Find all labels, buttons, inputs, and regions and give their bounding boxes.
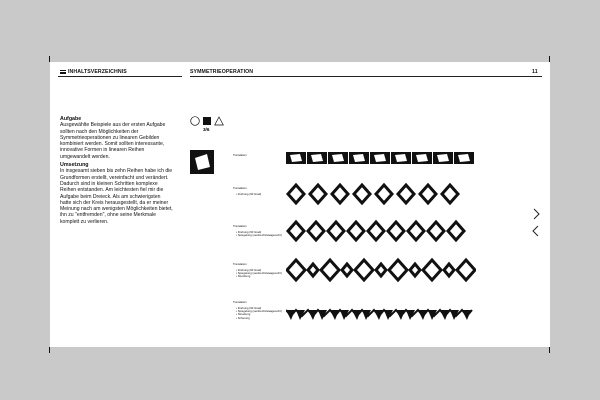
pattern-row-graphic	[286, 257, 476, 283]
crop-mark	[549, 347, 550, 353]
text-column	[60, 116, 173, 225]
shape-counter: 3/6	[203, 127, 210, 132]
pattern-row-graphic	[286, 148, 476, 168]
row-label: Translation • Drehung (90 Grad) • Spiegelung (senkrecht/waagerecht)	[233, 223, 282, 238]
page	[50, 62, 550, 347]
impl-body: In insgesamt sieben bis zehn Reihen habe ich die Grundformen erstellt, vereinfacht und verändert. Dadurch sind in kleinen Schritten komplexe Reihen entstanden. Am leichtesten fiel mir die Aufgabe beim Dreieck. Als am schwierigsten hatte sich der Kreis herausgestellt, da er meiner Meinung nach am wenigsten Möglichkeiten bietet, ihn zu "entfremden", ohne seine Merkmale komplett zu verlieren.	[60, 168, 173, 225]
row-label: Translation • Drehung (90 Grad)	[233, 185, 262, 196]
impl-heading: Umsetzung	[60, 162, 89, 169]
page-number: 11	[532, 69, 538, 75]
crop-mark	[49, 347, 50, 353]
square-icon[interactable]	[202, 116, 212, 126]
pattern-row-mirror	[286, 219, 476, 245]
header-rule	[190, 76, 542, 77]
chevron-right-icon[interactable]	[531, 207, 541, 221]
pattern-row-translation	[286, 148, 476, 174]
triangle-icon[interactable]	[214, 116, 224, 126]
base-form-icon	[190, 150, 214, 174]
section-title: SYMMETRIEOPERATION	[190, 69, 254, 75]
row-label: Translation • Drehung (90 Grad) • Spiegelung (senkrecht/waagerecht) • Streckung	[233, 261, 282, 279]
pattern-row-rotation	[286, 182, 476, 208]
pattern-row-graphic	[286, 302, 476, 322]
task-body: Ausgewählte Beispiele aus der ersten Aufgabe sollten nach den Möglichkeiten der Symmetrieoperationen zu linearen Gebilden kombiniert werden. Somit sollten interessante, innovative Formen in linearen Reihen umgewandelt werden.	[60, 122, 166, 160]
chevron-left-icon[interactable]	[531, 224, 541, 238]
row-label: Translation • Drehung (90 Grad) • Spiegelung (senkrecht/waagerecht) • Streckung • Scherung	[233, 299, 282, 320]
pattern-row-stretch	[286, 257, 476, 283]
pattern-row-graphic	[286, 182, 476, 206]
circle-icon[interactable]	[190, 116, 200, 126]
row-label: Translation	[233, 152, 247, 157]
toc-link[interactable]: INHALTSVERZEICHNIS	[68, 69, 127, 75]
pattern-row-shear	[286, 302, 476, 328]
task-heading: Aufgabe	[60, 116, 82, 122]
pattern-row-graphic	[286, 219, 476, 243]
header-rule	[58, 76, 182, 77]
menu-icon[interactable]	[60, 70, 66, 74]
